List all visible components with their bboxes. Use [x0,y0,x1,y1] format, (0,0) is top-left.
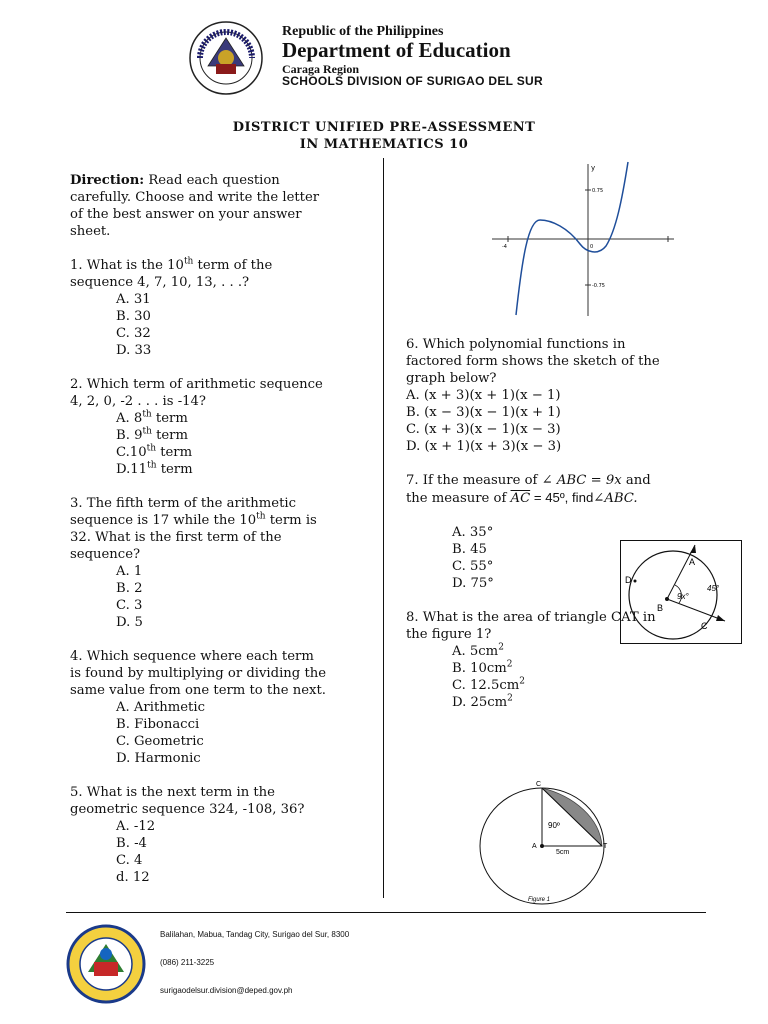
q6-option: C. (x + 3)(x − 1)(x − 3) [406,422,561,437]
graph-label-y: y [591,164,596,172]
q2-option: C.10th term [116,443,193,460]
fig8-angle: 90º [548,821,560,830]
q8-option: A. $5cm^2$ [452,642,504,659]
q4-option: A. Arithmetic [116,700,205,715]
fig7-label-a: A [689,557,696,567]
q4-option: B. Fibonacci [116,717,200,732]
q6-option: B. (x − 3)(x − 1)(x + 1) [406,405,561,420]
q3-option: D. 5 [116,615,143,630]
q7-option: B. 45 [452,542,487,557]
page-title-line1: DISTRICT UNIFIED PRE-ASSESSMENT [232,120,536,135]
fig7-label-b: B [657,603,664,613]
graph-label-zero: 0 [590,244,594,250]
q1-option: C. 32 [116,326,151,341]
q8-option: C. $12.5cm^2$ [452,676,525,693]
division-seal-logo [66,924,146,1004]
question-2: 2. Which term of arithmetic sequence [70,377,323,392]
right-column: 6. Which polynomial functions in factored form shows the sketch of the graph below? A. (x + 3)(x + 1)(x − 1) B. (x − 3)(x − 1)(x + 1) C. (x + 3)(x − 1)(x − 3) D. (x + 1)(x + 3)(x − 3) 7. If the measure of ∠ ABC = 9x and the measure of $\overline{AC}$ = 45º, find∠ABC. A. 35° B. 45 C. 55° D. 75° 8. What is the area of triangle CAT in the figure 1? A. $5cm^2$ B. $10cm^2$ C. $12.5cm^2$ D. $25cm^2$ [406,336,706,711]
q4-option: D. Harmonic [116,751,201,766]
q5-option: A. -12 [116,819,156,834]
graph-label-left: -4 [502,244,507,250]
direction: Direction: Read each question [70,173,280,188]
graph-label-top: 0.75 [592,188,604,194]
question-5: 5. What is the next term in the [70,785,275,800]
q3-option: C. 3 [116,598,143,613]
question-4: 4. Which sequence where each term [70,649,314,664]
q7-option: D. 75° [452,576,494,591]
fig7-label-c: C [701,621,708,631]
page-title-line2: IN MATHEMATICS 10 [299,137,469,152]
fig8-caption: Figure 1 [528,897,551,903]
question-7: 7. If the measure of ∠ ABC = 9x and [406,473,651,488]
figure-circle-angle [620,540,742,644]
cubic-function-graph [488,160,678,320]
q7-option: A. 35° [452,525,494,540]
question-6: 6. Which polynomial functions in [406,337,626,352]
fig7-label-d: D [625,575,632,585]
question-3: 3. The fifth term of the arithmetic [70,496,297,511]
footer-divider [66,912,706,913]
q5-option: C. 4 [116,853,143,868]
q2-option: D.11th term [116,460,193,477]
footer-phone: (086) 211-3225 [160,958,215,967]
column-divider [383,158,384,898]
fig8-label-t: T [603,843,608,850]
q4-option: C. Geometric [116,734,204,749]
q5-option: d. 12 [116,870,150,885]
fig8-length: 5cm [556,849,570,856]
footer-address: Balilahan, Mabua, Tandag City, Surigao del Sur, 8300 [160,930,350,939]
deped-seal-logo [188,20,264,96]
question-8: 8. What is the area of triangle CAT in [406,610,656,625]
q8-option: D. $25cm^2$ [452,693,513,710]
header-republic: Republic of the Philippines [282,24,444,39]
header-region: Caraga Region [282,62,359,76]
q1-option: D. 33 [116,343,152,358]
figure-1-triangle-cat [474,778,624,908]
graph-label-bottom: -0.75 [592,283,605,289]
q7-option: C. 55° [452,559,494,574]
q1-option: B. 30 [116,309,151,324]
q6-option: D. (x + 1)(x + 3)(x − 3) [406,439,562,454]
question-1: 1. What is the 10th term of the [70,256,273,273]
fig7-arc: 45° [707,584,720,593]
fig8-label-a: A [532,843,537,850]
header-department: Department of Education [282,38,511,62]
header-division: SCHOOLS DIVISION OF SURIGAO DEL SUR [282,74,543,88]
q1-option: A. 31 [116,292,151,307]
q8-option: B. $10cm^2$ [452,659,513,676]
q2-option: A. 8th term [116,409,188,426]
q3-option: B. 2 [116,581,143,596]
q6-option: A. (x + 3)(x + 1)(x − 1) [406,388,561,403]
q5-option: B. -4 [116,836,147,851]
left-column: Direction: Read each question carefully. Choose and write the letter of the best answer on your answer sheet. 1. What is the 10th term of the sequence 4, 7, 10, 13, . . .? A. 31 B. 30 C. 32 D. 33 2. Which term of arithmetic sequence 4, 2, 0, -2 . . . is -14? A. 8th term B. 9th term C.10th term D.11th term 3. The fifth term of the arithmetic sequence is 17 while the 10th term is 32. What is the first term of the sequence? A. 1 B. 2 C. 3 D. 5 4. Which sequence where each term is found by multiplying or dividing the same value from one term to the next. A. Arithmetic B. Fibonacci C. Geometric D. Harmonic 5. What is the next term in the geometric sequence 324, -108, 36? A. -12 B. -4 C. 4 d. 12 [70,172,370,886]
q3-option: A. 1 [116,564,143,579]
footer-email: surigaodelsur.division@deped.gov.ph [160,986,293,995]
q2-option: B. 9th term [116,426,188,443]
fig7-angle: 9x° [677,592,689,601]
fig8-label-c: C [536,781,542,788]
